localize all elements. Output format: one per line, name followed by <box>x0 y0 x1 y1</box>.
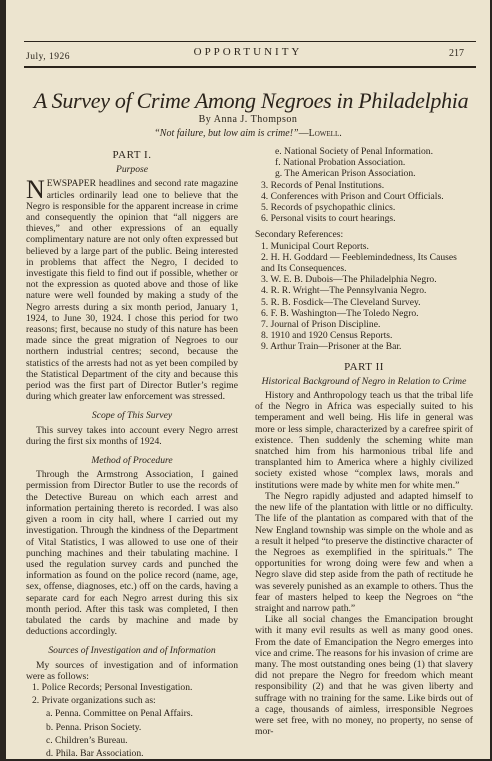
sources-heading: Sources of Investigation and of Information <box>48 645 216 657</box>
list-item: f. National Probation Association. <box>275 157 406 169</box>
right-column <box>255 146 473 737</box>
journal-title: OPPORTUNITY <box>193 46 303 58</box>
left-column <box>26 146 238 761</box>
list-item: g. The American Prison Association. <box>275 168 416 180</box>
history-paragraph-1: History and Anthropology teach us that the tribal life of the Negro in Africa was especially suited to his temperament and well being. His life in general was more or less simple, characterized by a carefree spirit of existence. Then suddenly the scheming white man snatched him from his harmonious tribal life and transplanted him to America where a highly civilized society existed whose “complex laws, morals and institutions were made by white men for white men.” <box>255 390 473 491</box>
purpose-text: EWSPAPER headlines and second rate magazine articles ordinarily lead one to believe that the Negro is responsible for the apparent increase in crime and consequently the opinion that “all niggers are thieves,” and other expressions of an equally complimentary nature are not only often expressed but believed by a large part of the public. Being interested in problems that affect the Negro, I decided to investigate this field to find out if possible, whether or not the expression as quoted above and those of like nature were well founded by making a study of the Negro arrests during a six month period, January 1, 1924, to June 30, 1924. I chose this period for two reasons; first, because no study of this nature has been made since the great migration of Negroes to our northern industrial centres; second, because the statistics of the arrests had not as yet been compiled by the Statistical Department of the city and because this period was the first part of Director Butler’s regime during which greater law enforcement was stressed. <box>26 178 238 403</box>
scope-heading: Scope of This Survey <box>91 410 173 422</box>
list-item: 1. Municipal Court Reports. <box>261 240 369 252</box>
drop-cap: N <box>26 175 45 205</box>
header-rule-top <box>24 41 476 42</box>
list-item: a. Penna. Committee on Penal Affairs. <box>46 708 193 720</box>
issue-date: July, 1926 <box>26 52 70 62</box>
organizations-list-continued <box>255 146 473 224</box>
method-heading: Method of Procedure <box>91 455 173 467</box>
list-item: 2. H. H. Goddard — Feeblemindedness, Its Causes and Its Consequences. <box>261 251 457 275</box>
method-paragraph: Through the Armstrong Association, I gained permission from Director Butler to use the records of the Detective Bureau on which each arrest and information pertaining thereto is recorded. I was also given a room in city hall, where I carried out my investigation. Through the kindness of the Department of Vital Statistics, I was allowed to use one of their punching machines and their tabulating machine. I used the regulation survey cards and punched the information as found on the police record (name, age, sex, offense, diagnoses, etc.) off on the cards, having a separate card for each Negro arrest during this six month period. After this task was completed, I then tabulated the cards by machine and made by deductions accordingly. <box>26 469 238 638</box>
list-item: 4. Conferences with Prison and Court Officials. <box>261 190 444 202</box>
page-number: 217 <box>449 48 464 59</box>
list-item: 1. Police Records; Personal Investigation. <box>32 681 193 693</box>
secondary-references-heading: Secondary References: <box>255 229 344 241</box>
article-title: A Survey of Crime Among Negroes in Philadelphia <box>33 88 469 113</box>
purpose-heading: Purpose <box>116 164 148 176</box>
part-two-heading: PART II <box>344 360 384 373</box>
history-paragraph-2: The Negro rapidly adjusted and adapted himself to the new life of the plantation with little or no difficulty. The life of the plantation as compared with that of the New England township was simple on the whole and as a result it helped “to preserve the distinctive character of the Negroes as exemplified in the spirituals.” The opportunities for wrong doing were few and when a Negro slave did step aside from the path of rectitude he was severely punished as an example to others. Thus the fear of masters helped to keep the Negroes on “the straight and narrow path.” <box>255 490 473 614</box>
running-head <box>6 44 490 64</box>
list-item: 3. W. E. B. Dubois—The Philadelphia Negro. <box>261 274 437 286</box>
epigraph <box>6 128 490 139</box>
scope-paragraph: This survey takes into account every Negro arrest during the first six months of 1924. <box>26 424 238 447</box>
epigraph-attribution: —Lowell. <box>298 128 342 139</box>
secondary-references-list <box>255 241 473 353</box>
list-item: e. National Society of Penal Information. <box>275 146 433 157</box>
list-item: 2. Private organizations such as: <box>32 695 156 707</box>
list-item: 4. R. R. Wright—The Pennsylvania Negro. <box>261 285 427 297</box>
magazine-page <box>6 0 490 759</box>
list-item: 9. Arthur Train—Prisoner at the Bar. <box>261 341 402 353</box>
list-item: 6. Personal visits to court hearings. <box>261 213 396 225</box>
list-item: c. Children’s Bureau. <box>46 734 128 746</box>
byline: By Anna J. Thompson <box>198 114 298 125</box>
list-item: 3. Records of Penal Institutions. <box>261 179 385 191</box>
sources-list <box>26 682 238 759</box>
list-item: 8. 1910 and 1920 Census Reports. <box>261 330 393 342</box>
list-item: 7. Journal of Prison Discipline. <box>261 319 381 331</box>
list-item: 6. F. B. Washington—The Toledo Negro. <box>261 307 419 319</box>
list-item: 5. R. B. Fosdick—The Cleveland Survey. <box>261 296 421 308</box>
history-paragraph-3: Like all social changes the Emancipation brought with it many evil results as well as many good ones. From the date of Emancipation the Negro emerges into vice and crime. The reasons for his invasion of crime are many. The most outstanding ones being (1) that slavery did not prepare the Negro for freedom which meant responsibility (2) and that he was given liberty and suffrage with no training for the same. Like birds out of a cage, thousands of aimless, irresponsible Negroes were set free, with no money, no property, no sense of mor- <box>255 614 474 738</box>
purpose-paragraph <box>26 175 238 403</box>
list-item: d. Phila. Bar Association. <box>46 747 144 759</box>
list-item: 5. Records of psychopathic clinics. <box>261 202 396 214</box>
part-one-heading: PART I. <box>112 149 152 161</box>
sources-intro: My sources of investigation and of information were as follows: <box>26 659 238 682</box>
epigraph-quote: “Not failure, but low aim is crime!” <box>154 128 299 139</box>
part-two-subheading: Historical Background of Negro in Relation to Crime <box>261 375 467 387</box>
header-rule-bottom <box>24 66 476 68</box>
list-item: b. Penna. Prison Society. <box>46 721 142 733</box>
